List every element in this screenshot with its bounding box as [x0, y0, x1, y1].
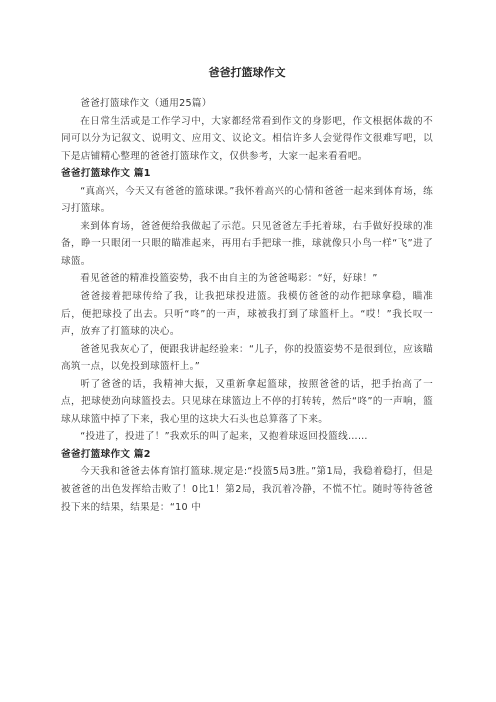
document-body: [61, 95, 433, 516]
section-heading: 爸爸打篮球作文 篇2: [61, 448, 151, 460]
intro-subtitle: 爸爸打篮球作文（通用25篇）: [80, 98, 212, 109]
section-paragraph: “投进了，投进了！”我欢乐的叫了起来，又抱着球返回投篮线……: [80, 431, 368, 443]
section-paragraph: 爸爸接着把球传给了我，让我把球投进篮。我模仿爸爸的动作把球拿稳，瞄准后，便把球投了出去。只听“咚”的一声，球被我打到了球篮杆上。“哎！”我长叹一声，放弃了打篮球的决心。: [61, 291, 433, 338]
document-title: 爸爸打篮球作文: [208, 66, 286, 79]
intro-paragraph: 在日常生活或是工作学习中，大家都经常看到作文的身影吧，作文根据体裁的不同可以分为记叙文、说明文、应用文、议论文。相信许多人会觉得作文很难写吧，以下是店铺精心整理的爸爸打篮球作文，仅供参考，大家一起来看看吧。: [61, 115, 433, 162]
section-heading: 爸爸打篮球作文 篇1: [61, 168, 151, 180]
section-paragraph: 来到体育场，爸爸便给我做起了示范。只见爸爸左手托着球，右手做好投球的准备，睁一只眼闭一只眼的瞄准起来，再用右手把球一推，球就像只小鸟一样“飞”进了球篮。: [61, 220, 433, 267]
section-paragraph: 听了爸爸的话，我精神大振，又重新拿起篮球，按照爸爸的话，把手抬高了一点，把球使劲向球篮投去。只见球在球篮边上不停的打转转，然后“咚”的一声响，篮球从球篮中掉了下来，我心里的这块大石头也总算落了下来。: [61, 378, 433, 425]
section-paragraph: 爸爸见我灰心了，便跟我讲起经验来：“儿子，你的投篮姿势不是很到位，应该瞄高筑一点，以免投到球篮杆上。”: [61, 343, 433, 373]
section-paragraph: 今天我和爸爸去体育馆打篮球.规定是:“投篮5局3胜。”第1局，我稳着稳打，但是被爸爸的出色发挥给击败了！0比1！第2局，我沉着冷静，不慌不忙。随时等待爸爸投下来的结果，结果是：“10 中: [61, 466, 433, 513]
section-paragraph: 看见爸爸的精准投篮姿势，我不由自主的为爸爸喝彩：“好，好球！”: [80, 273, 378, 285]
section-paragraph: “真高兴，今天又有爸爸的篮球课。”我怀着高兴的心情和爸爸一起来到体育场，练习打篮球。: [61, 185, 433, 215]
